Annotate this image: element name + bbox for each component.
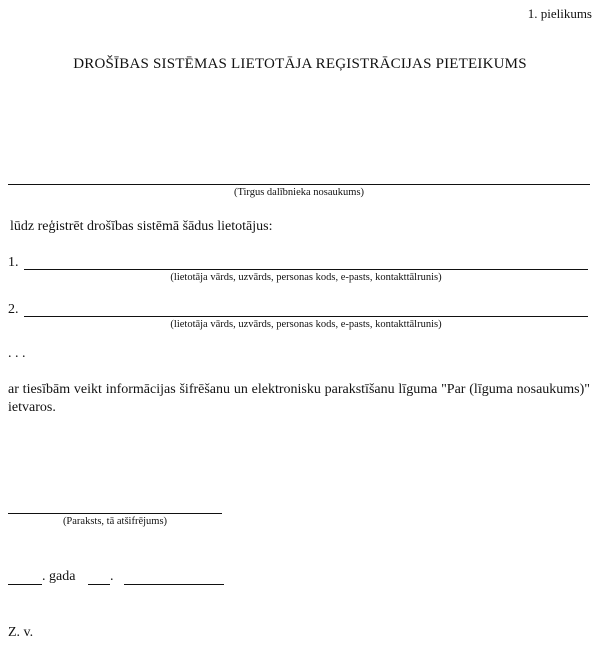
user-1-number: 1. <box>8 255 19 270</box>
date-extra-line[interactable] <box>124 584 224 585</box>
user-1-caption: (lietotāja vārds, uzvārds, personas kods, e-pasts, kontakttālrunis) <box>170 272 442 283</box>
user-2-caption: (lietotāja vārds, uzvārds, personas kods, e-pasts, kontakttālrunis) <box>170 319 442 330</box>
permission-paragraph: ar tiesībām veikt informācijas šifrēšanu un elektronisku parakstīšanu līguma "Par (līguma nosaukums)" ietvaros. <box>8 382 590 415</box>
date-day-line[interactable] <box>8 584 42 585</box>
user-2-line[interactable] <box>24 316 588 317</box>
signature-caption: (Paraksts, tā atšifrējums) <box>62 516 168 527</box>
signature-line[interactable] <box>8 513 222 514</box>
user-1-line[interactable] <box>24 269 588 270</box>
date-month-line[interactable] <box>88 584 110 585</box>
participant-caption: (Tirgus dalībnieka nosaukums) <box>233 187 365 198</box>
request-text: lūdz reģistrēt drošības sistēmā šādus lietotājus: <box>10 219 273 234</box>
document-title: DROŠĪBAS SISTĒMAS LIETOTĀJA REĢISTRĀCIJAS PIETEIKUMS <box>73 56 527 72</box>
date-dot: . <box>110 569 114 584</box>
user-2-number: 2. <box>8 302 19 317</box>
participant-name-line[interactable] <box>8 184 590 185</box>
seal-label: Z. v. <box>8 625 34 640</box>
date-year-suffix: . gada <box>42 569 76 584</box>
annex-label: 1. pielikums <box>527 6 592 21</box>
ellipsis: . . . <box>8 346 26 361</box>
